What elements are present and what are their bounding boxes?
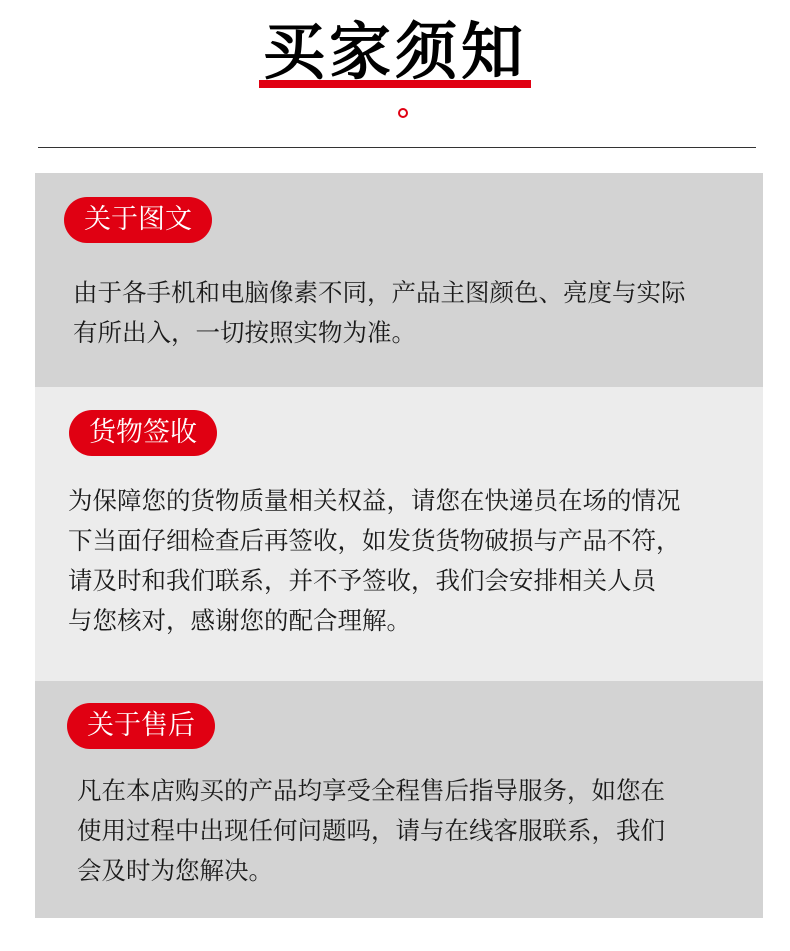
section-badge: 关于售后 bbox=[67, 703, 215, 749]
text-line: 会及时为您解决。 bbox=[77, 856, 273, 885]
text-line: 与您核对，感谢您的配合理解。 bbox=[68, 606, 411, 635]
section-text bbox=[77, 771, 665, 891]
section-badge: 关于图文 bbox=[64, 197, 212, 243]
text-line: 下当面仔细检查后再签收，如发货货物破损与产品不符， bbox=[68, 526, 681, 555]
text-line: 凡在本店购买的产品均享受全程售后指导服务，如您在 bbox=[77, 776, 665, 805]
title-wrap bbox=[0, 14, 790, 90]
section-after-sales bbox=[35, 681, 763, 918]
text-line: 由于各手机和电脑像素不同，产品主图颜色、亮度与实际 bbox=[73, 278, 686, 307]
section-text bbox=[73, 273, 686, 353]
page-title-text: 买家须知 bbox=[262, 15, 527, 88]
text-line: 使用过程中出现任何问题吗，请与在线客服联系，我们 bbox=[77, 816, 665, 845]
section-badge: 货物签收 bbox=[69, 410, 217, 456]
text-line: 请及时和我们联系，并不予签收，我们会安排相关人员 bbox=[68, 566, 656, 595]
section-text bbox=[68, 481, 681, 641]
page-header bbox=[0, 0, 790, 150]
section-about-images bbox=[35, 173, 763, 387]
text-line: 有所出入，一切按照实物为准。 bbox=[73, 318, 416, 347]
divider bbox=[38, 147, 756, 148]
page-title bbox=[259, 14, 531, 90]
section-delivery-signing bbox=[35, 387, 763, 681]
circle-decoration bbox=[398, 108, 408, 118]
text-line: 为保障您的货物质量相关权益，请您在快递员在场的情况 bbox=[68, 486, 681, 515]
